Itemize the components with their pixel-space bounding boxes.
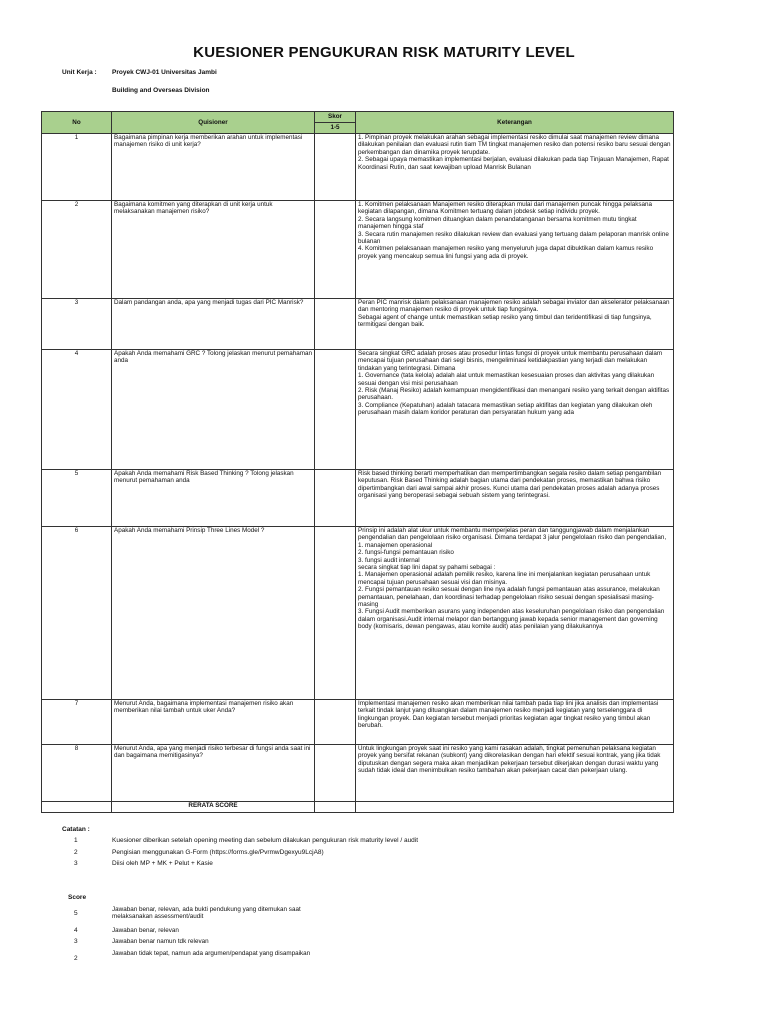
row-question: Apakah Anda memahami Risk Based Thinking ? Tolong jelaskan menurut pemahaman anda xyxy=(112,470,315,527)
keterangan-line: 1. Komitmen pelaksanaan Manajemen resiko diterapkan mulai dari manajemen puncak hingga pelaksana kegiatan dilapangan, dimana Komitmen tertuang dalam jobdesk setiap individu proyek. xyxy=(358,201,653,216)
row-score-cell[interactable] xyxy=(315,134,356,201)
catatan-title: Catatan : xyxy=(62,826,90,833)
catatan-number: 1 xyxy=(74,837,78,844)
row-keterangan xyxy=(356,299,674,350)
row-score-cell[interactable] xyxy=(315,700,356,745)
header-skor: Skor xyxy=(315,112,356,123)
row-keterangan xyxy=(356,700,674,745)
row-score-cell[interactable] xyxy=(315,299,356,350)
keterangan-line: Secara singkat GRC adalah proses atau prosedur lintas fungsi di proyek untuk membantu perusahaan dalam mencapai tujuan perusahaan dari segi bisnis, mengeliminasi ketidakpastian yang terjadi dan melakukan tindakan yang terintegrasi. Dimana xyxy=(358,350,663,372)
score-number: 4 xyxy=(74,927,78,934)
row-question: Menurut Anda, apa yang menjadi risiko terbesar di fungsi anda saat ini dan bagaimana memitigasinya? xyxy=(112,745,315,802)
rerata-empty-ket xyxy=(356,802,674,813)
keterangan-line: secara singkat tiap lini dapat sy pahami sebagai : xyxy=(358,564,496,572)
catatan-text: Diisi oleh MP + MK + Pelut + Kasie xyxy=(112,860,213,867)
row-keterangan xyxy=(356,745,674,802)
catatan-text: Pengisian menggunakan G-Form (https://forms.gle/PvrmwDgexyu9LcjA8) xyxy=(112,849,324,856)
row-question: Bagaimana pimpinan kerja memberikan arahan untuk implementasi manajemen risiko di unit kerja? xyxy=(112,134,315,201)
header-skor-range: 1-5 xyxy=(315,123,356,134)
score-number: 3 xyxy=(74,938,78,945)
row-question: Bagaimana komitmen yang diterapkan di unit kerja untuk melaksanakan manajemen risiko? xyxy=(112,201,315,299)
table-row xyxy=(42,299,674,350)
score-number: 5 xyxy=(74,910,78,917)
keterangan-line: Peran PIC manrisk dalam pelaksanaan manajemen resiko adalah sebagai inviator dan akselerator pelaksanaan dan mentoring manajemen resiko di proyek untuk tiap fungsinya. xyxy=(358,299,670,314)
rerata-score-value[interactable] xyxy=(315,802,356,813)
table-row xyxy=(42,527,674,700)
catatan-text: Kuesioner diberikan setelah opening meeting dan sebelum dilakukan pengukuran risk maturity level / audit xyxy=(112,837,419,844)
division-value: Building and Overseas Division xyxy=(112,87,210,94)
table-row xyxy=(42,201,674,299)
row-score-cell[interactable] xyxy=(315,745,356,802)
keterangan-line: Prinsip ini adalah alat ukur untuk membantu memperjelas peran dan tanggungjawab dalam menjalankan pengendalian dan pengelolaan risiko organisasi. Dimana terdapat 3 jalur pengelolaan risiko dan pengendalian, xyxy=(358,527,667,542)
catatan-number: 2 xyxy=(74,849,78,856)
row-number: 5 xyxy=(42,470,112,527)
keterangan-line: Untuk lingkungan proyek saat ini resiko yang kami rasakan adalah, tingkat pemenuhan pelaksana kegiatan proyek yang bersifat rekanan (subkont) yang dikorelasikan dengan hari efektif sesuai kontrak, yang jika tidak diputuskan dengan segera maka akan menjadikan pekerjaan tersebut dikerjakan dengan durasi waktu yang sudah tidak ideal dan menimbulkan resiko tambahan akan pekerjaan cacat dan pekerjaan ulang. xyxy=(358,745,661,775)
header-no: No xyxy=(42,112,112,134)
row-question: Menurut Anda, bagaimana implementasi manajemen risiko akan memberikan nilai tambah untuk uker Anda? xyxy=(112,700,315,745)
row-number: 2 xyxy=(42,201,112,299)
row-number: 1 xyxy=(42,134,112,201)
row-keterangan xyxy=(356,201,674,299)
row-number: 6 xyxy=(42,527,112,700)
keterangan-line: 2. Fungsi pemantauan resiko sesuai dengan line nya adalah fungsi pemantauan atas assurance, melakukan pemantauan, penelahaan, dan koordinasi terhadap pengelolaan risiko sesuai dengan spesialisasi masing-masing xyxy=(358,586,660,609)
keterangan-line: 1. manajemen operasional xyxy=(358,541,433,549)
row-keterangan xyxy=(356,134,674,201)
keterangan-line: 3. fungsi audit internal xyxy=(358,556,420,564)
catatan-number: 3 xyxy=(74,860,78,867)
score-description: Jawaban tidak tepat, namun ada argumen/pendapat yang disampaikan xyxy=(112,950,311,957)
table-row xyxy=(42,745,674,802)
keterangan-line: 2. fungsi-fungsi pemantauan risiko xyxy=(358,549,454,557)
keterangan-line: 3. Compliance (Kepatuhan) adalah tatacara memastikan setiap aktifitas dan kegiatan yang dilakukan oleh perusahaan masih dalam koridor peraturan dan persyaratan hukum yang ada xyxy=(358,401,653,417)
row-question: Apakah Anda memahami GRC ? Tolong jelaskan menurut pemahaman anda xyxy=(112,350,315,470)
keterangan-line: 2. Secara langsung komitmen dituangkan dalam penandatanganan bersama komitmen mutu tingkat manajemen hingga staf xyxy=(358,215,637,231)
keterangan-line: Implementasi manajemen resiko akan memberikan nilai tambah pada tiap lini jika analisis dan implementasi terkait tindak lanjut yang dituangkan dalam manajemen resiko menjadi kegiatan yang terselenggara di lingkungan proyek. Dan kegiatan tersebut menjadi prioritas kegiatan agar tingkat resiko yang timbul akan berubah. xyxy=(358,700,659,730)
row-score-cell[interactable] xyxy=(315,470,356,527)
header-keterangan: Keterangan xyxy=(356,112,674,134)
row-number: 7 xyxy=(42,700,112,745)
header-quisioner: Quisioner xyxy=(112,112,315,134)
table-row xyxy=(42,350,674,470)
row-keterangan xyxy=(356,527,674,700)
score-number: 2 xyxy=(74,955,78,962)
score-title: Score xyxy=(68,894,87,901)
keterangan-line: 2. Risk (Manaj Resiko) adalah kemampuan mengidentifikasi dan menangani resiko yang terkait dengan aktifitas perusahaan. xyxy=(358,387,670,402)
keterangan-line: 3. Secara rutin manajemen resiko dilakukan review dan evaluasi yang tertuang dalam pelaporan manrisk online bulanan xyxy=(358,230,669,246)
keterangan-line: Sebagai agent of change untuk memastikan setiap resiko yang timbul dan teridentifikasi di tiap fungsinya, termitigasi dengan baik. xyxy=(358,313,652,329)
keterangan-line: 1. Pimpinan proyek melakukan arahan sebagai implementasi resiko dimulai saat manajemen review dimana dilakukan penilaian dan evaluasi rutin tiam TM tingkat manajemen resiko dan potensi resiko baru sesuai dengan perkembangan dan dinamika proyek terupdate. xyxy=(358,134,671,156)
page-title: KUESIONER PENGUKURAN RISK MATURITY LEVEL xyxy=(193,44,575,61)
row-number: 4 xyxy=(42,350,112,470)
table-row xyxy=(42,134,674,201)
keterangan-line: 3. Fungsi Audit memberikan asurans yang independen atas keseluruhan pengelolaan risiko dan pengendalian dalam organisasi.Audit internal melapor dan bertanggung jawab kepada senior management dan governing body (komisaris, dewan pengawas, atau komite audit) atas penilaian yang dilakukannya xyxy=(358,608,665,631)
unit-kerja-value: Proyek CWJ-01 Universitas Jambi xyxy=(112,69,217,76)
keterangan-line: 4. Komitmen pelaksanaan manajemen resiko yang menyeluruh juga dapat dibuktikan dalam kamus resiko proyek yang mencakup semua lini fungsi yang ada di proyek. xyxy=(358,245,654,260)
score-description: Jawaban benar, relevan xyxy=(112,927,179,934)
table-row xyxy=(42,700,674,745)
row-score-cell[interactable] xyxy=(315,527,356,700)
row-number: 8 xyxy=(42,745,112,802)
keterangan-line: Risk based thinking berarti memperhatikan dan mempertimbangkan segala resiko dalam setiap pengambilan keputusan. Risk Based Thinking adalah bagian utama dari pendekatan proses, memastikan bahwa risiko dipertimbangkan dari awal sampai akhir proses. Kunci utama dari pendekatan proses adalah adanya proses organisasi yang beroperasi sebagai sebuah sistem yang terintegrasi. xyxy=(358,470,662,500)
row-keterangan xyxy=(356,350,674,470)
row-question: Dalam pandangan anda, apa yang menjadi tugas dari PIC Manrisk? xyxy=(112,299,315,350)
keterangan-line: 1. Governance (tata kelola) adalah alat untuk memastikan kesesuaian proses dan aktivitas yang dilakukan sesuai dengan visi misi perusahaan xyxy=(358,372,655,387)
row-score-cell[interactable] xyxy=(315,201,356,299)
keterangan-line: 1. Manajemen operasional adalah pemilik resiko, karena line ini menjalankan kegiatan perusahaan untuk mencapai tujuan perusahaan sesuai visi dan misinya. xyxy=(358,571,651,586)
row-question: Apakah Anda memahami Prinsip Three Lines Model ? xyxy=(112,527,315,700)
score-description: Jawaban benar, relevan, ada bukti pendukung yang ditemukan saat melaksanakan assessment/audit xyxy=(112,906,301,921)
keterangan-line: 2. Sebagai upaya memastikan implementasi berjalan, evaluasi dilakukan pada tiap Tinjauan Manajemen, Rapat Koordinasi Rutin, dan saat kewajiban upload Manrisk Bulanan xyxy=(358,156,669,171)
rerata-empty-no xyxy=(42,802,112,813)
row-number: 3 xyxy=(42,299,112,350)
unit-kerja-label: Unit Kerja : xyxy=(62,69,97,76)
row-keterangan xyxy=(356,470,674,527)
rerata-score-label: RERATA SCORE xyxy=(112,802,315,813)
table-row xyxy=(42,470,674,527)
questionnaire-table xyxy=(41,111,674,813)
score-description: Jawaban benar namun tdk relevan xyxy=(112,938,209,945)
row-score-cell[interactable] xyxy=(315,350,356,470)
